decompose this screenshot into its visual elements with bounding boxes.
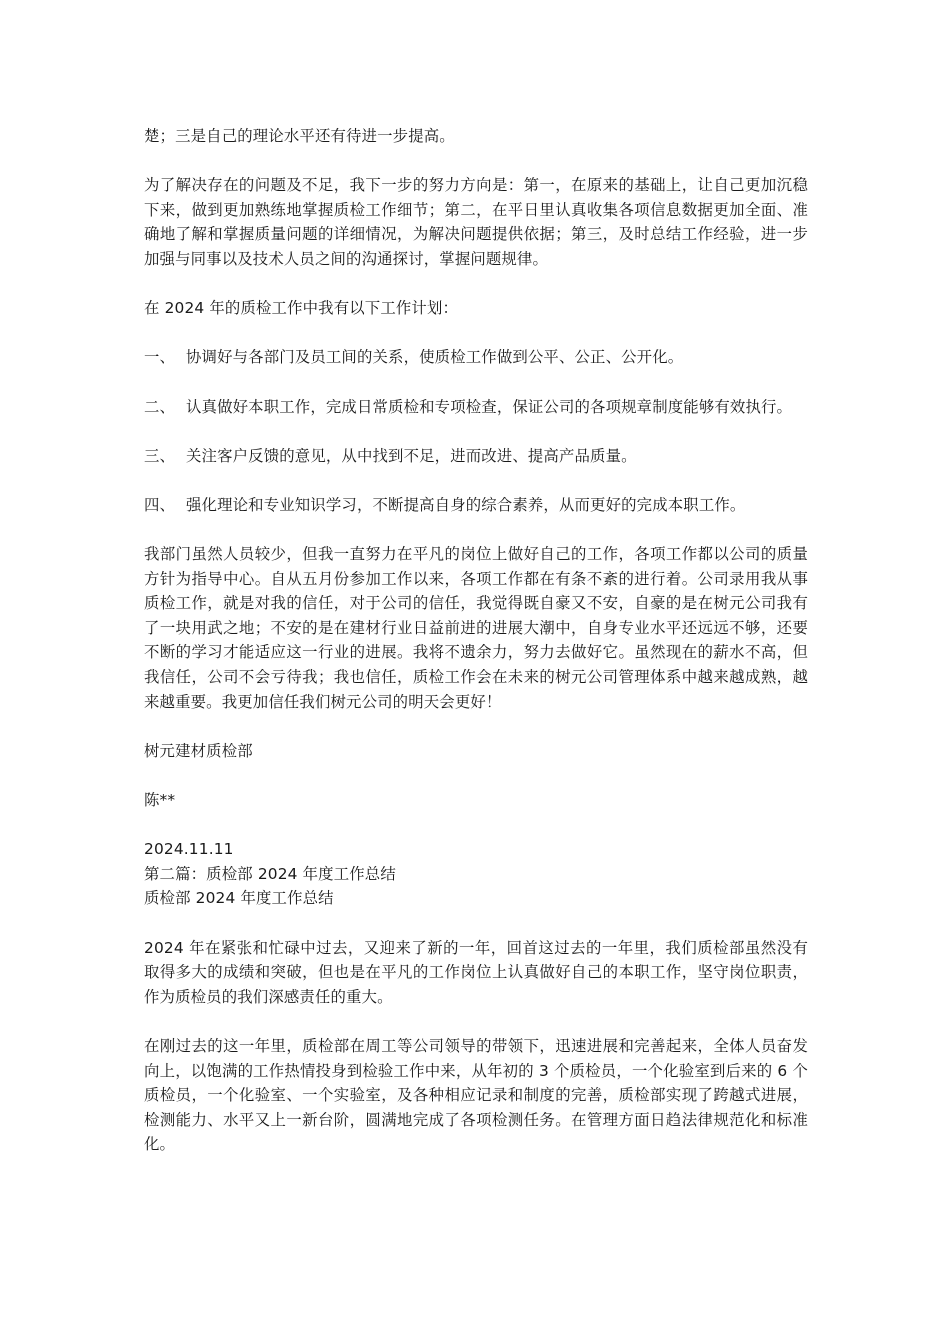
plan-item <box>144 444 808 469</box>
paragraph-plan-intro: 在 2024 年的质检工作中我有以下工作计划： <box>144 299 459 318</box>
plan-item-text: 强化理论和专业知识学习，不断提高自身的综合素养，从而更好的完成本职工作。 <box>186 495 746 514</box>
signature-date: 2024.11.11 <box>144 840 234 859</box>
plan-item-text: 关注客户反馈的意见，从中找到不足，进而改进、提高产品质量。 <box>186 446 637 465</box>
document-page <box>144 124 808 1182</box>
plan-item-number: 一、 <box>144 348 176 367</box>
plan-item <box>144 345 808 370</box>
plan-item-number: 二、 <box>144 397 176 416</box>
plan-item <box>144 395 808 420</box>
plan-item-text: 协调好与各部门及员工间的关系，使质检工作做到公平、公正、公开化。 <box>186 348 684 367</box>
signature-department: 树元建材质检部 <box>144 741 253 760</box>
signature-name: 陈** <box>144 791 176 810</box>
section-title: 质检部 2024 年度工作总结 <box>144 889 334 908</box>
plan-item-number: 四、 <box>144 495 176 514</box>
plan-item <box>144 493 808 518</box>
section-heading-part-two: 第二篇：质检部 2024 年度工作总结 <box>144 864 396 883</box>
paragraph-year-review: 2024 年在紧张和忙碌中过去，又迎来了新的一年，回首这过去的一年里，我们质检部虽然没有取得多大的成绩和突破，但也是在平凡的工作岗位上认真做好自己的本职工作，坚守岗位职责，作为质检员的我们深感责任的重大。 <box>144 938 808 1006</box>
paragraph-continuation: 楚；三是自己的理论水平还有待进一步提高。 <box>144 127 455 145</box>
paragraph-department-reflection: 我部门虽然人员较少，但我一直努力在平凡的岗位上做好自己的工作，各项工作都以公司的质量方针为指导中心。自从五月份参加工作以来，各项工作都在有条不紊的进行着。公司录用我从事质检工作，就是对我的信任，对于公司的信任，我觉得既自豪又不安，自豪的是在树元公司我有了一块用武之地；不安的是在建材行业日益前进的进展大潮中，自身专业水平还远远不够，还要不断的学习才能适应这一行业的进展。我将不遗余力，努力去做好它。虽然现在的薪水不高，但我信任，公司不会亏待我；我也信任，质检工作会在未来的树元公司管理体系中越来越成熟，越来越重要。我更加信任我们树元公司的明天会更好！ <box>144 545 808 711</box>
plan-item-text: 认真做好本职工作，完成日常质检和专项检查，保证公司的各项规章制度能够有效执行。 <box>186 397 793 416</box>
paragraph-improvement-direction: 为了解决存在的问题及不足，我下一步的努力方向是：第一，在原来的基础上，让自己更加沉稳下来，做到更加熟练地掌握质检工作细节；第二，在平日里认真收集各项信息数据更加全面、准确地了解和掌握质量问题的详细情况，为解决问题提供依据；第三，及时总结工作经验，进一步加强与同事以及技术人员之间的沟通探讨，掌握问题规律。 <box>144 176 808 268</box>
paragraph-department-growth: 在刚过去的这一年里，质检部在周工等公司领导的带领下，迅速进展和完善起来，全体人员奋发向上，以饱满的工作热情投身到检验工作中来，从年初的 3 个质检员，一个化验室到后来的 6 个质检员，一个化验室、一个实验室，及各种相应记录和制度的完善，质检部实现了跨越式进展，检测能力、水平又上一新台阶，圆满地完成了各项检测任务。在管理方面日趋法律规范化和标准化。 <box>144 1036 808 1154</box>
plan-item-number: 三、 <box>144 446 176 465</box>
